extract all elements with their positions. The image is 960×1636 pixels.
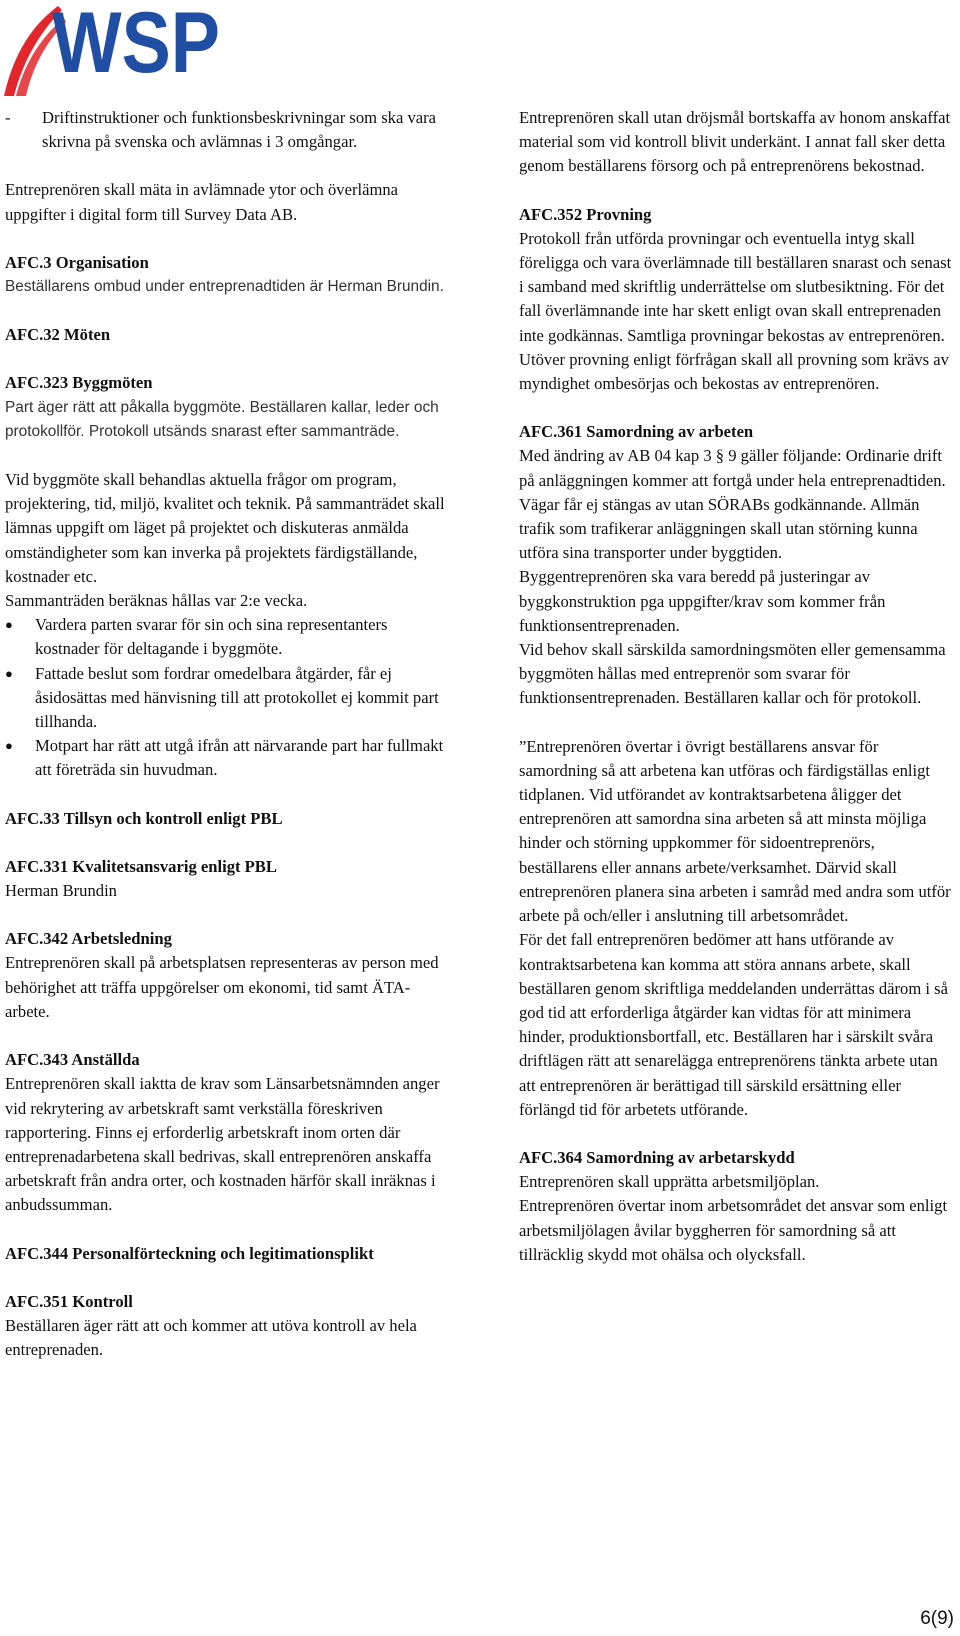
afc343-text: Entreprenören skall iaktta de krav som Länsarbetsnämnden anger vid rekrytering av arbetskraft samt verkställa föreskriven rapportering. Finns ej erforderlig arbetskraft inom orten där entreprenadarbetena skall bedrivas, skall entreprenören anskaffa arbetskraft från andra orter, och kostnaden härför skall inräknas i anbudssumman. (5, 1074, 440, 1215)
dash-item-text: Driftinstruktioner och funktionsbeskrivningar som ska vara skrivna på svenska och avlämnas i 3 omgångar. (42, 108, 437, 152)
afc361-text2: Vägar får ej stängas av utan SÖRABs godkännande. Allmän trafik som trafikerar anläggningen skall utan störning kunna utföra sina transporter under byggtiden. (519, 494, 920, 563)
afc361-quote2: För det fall entreprenören bedömer att hans utförande av kontraktsarbetena kan komma att störa annans arbete, skall beställaren genom skriftliga meddelanden underrättas därom i så god tid att erforderliga åtgärder kan vidtas för att minimera hinder, produktionsbortfall, etc. Beställaren har i särskilt svåra driftlägen rätt att senarelägga entreprenörens tänkta arbete utan att entreprenören är berättigad till särskild ersättning eller förlängd tid för arbetets utförande. (519, 930, 948, 1119)
afc331-text: Herman Brundin (5, 881, 117, 901)
afc364-text2: Entreprenören övertar inom arbetsområdet det ansvar som enligt arbetsmiljölagen åvilar byggherren för samordning så att tillräcklig skydd mot ohälsa och olycksfall. (519, 1196, 948, 1264)
page-number: 6(9) (920, 1608, 954, 1629)
afc342-text: Entreprenören skall på arbetsplatsen representeras av person med behörighet att träffa uppgörelser om ekonomi, tid samt ÄTA-arbete. (5, 953, 439, 1021)
afc323-text3: Sammanträden beräknas hållas var 2:e vecka. (5, 591, 308, 611)
survey-paragraph: Entreprenören skall mäta in avlämnade ytor och överlämna uppgifter i digital form till Survey Data AB. (5, 180, 399, 224)
wsp-logo (4, 0, 226, 98)
afc323-text2: Vid byggmöte skall behandlas aktuella frågor om program, projektering, tid, miljö, kvalitet och teknik. På sammanträdet skall lämnas uppgift om läget på projektet och diskuteras anmälda omständigheter som kan inverka på projektets färdigställande, kostnader etc. (5, 470, 445, 586)
afc3-heading: AFC.3 Organisation (5, 252, 149, 272)
afc364-heading: AFC.364 Samordning av arbetarskydd (519, 1147, 795, 1167)
afc323-heading: AFC.323 Byggmöten (5, 373, 153, 393)
bullet-icon: ● (5, 665, 13, 681)
afc361-text: Med ändring av AB 04 kap 3 § 9 gäller följande: Ordinarie drift på anläggningen kommer att fortgå under hela entreprenadtiden. (519, 446, 946, 490)
afc352-text: Protokoll från utförda provningar och eventuella intyg skall föreligga och vara överlämnade till beställaren snarast och senast i samband med skriftlig underrättelse om slutbesiktning. För det fall överlämnande inte har skett enligt ovan skall entreprenaden inte godkännas. Samtliga provningar bekostas av entreprenören. (519, 228, 952, 345)
bullet-icon: ● (5, 738, 13, 754)
bullet-icon: ● (5, 617, 13, 633)
afc3-text: Beställarens ombud under entreprenadtiden är Herman Brundin. (5, 278, 444, 296)
afc331-heading: AFC.331 Kvalitetsansvarig enligt PBL (5, 856, 277, 876)
afc343-heading: AFC.343 Anställda (5, 1050, 140, 1070)
bullet-item: ● Fattade beslut som fordrar omedelbara åtgärder, får ej åsidosättas med hänvisning till att protokollet ej kommit part tillhanda. (5, 662, 445, 735)
afc323-bullet-list (5, 613, 445, 782)
afc344-heading: AFC.344 Personalförteckning och legitimationsplikt (5, 1243, 374, 1263)
afc352-heading: AFC.352 Provning (519, 204, 652, 224)
material-paragraph: Entreprenören skall utan dröjsmål bortskaffa av honom anskaffat material som vid kontroll blivit underkänt. I annat fall sker detta genom beställarens försorg och på entreprenörens bekostnad. (519, 108, 951, 176)
afc352-text2: Utöver provning enligt förfrågan skall all provning som krävs av myndighet ombesörjas och bekostas av entreprenören. (519, 349, 949, 394)
afc361-heading: AFC.361 Samordning av arbeten (519, 422, 754, 442)
logo-text: WSP (52, 0, 220, 91)
afc351-heading: AFC.351 Kontroll (5, 1291, 133, 1311)
afc351-text: Beställaren äger rätt att och kommer att utöva kontroll av hela entreprenaden. (5, 1315, 417, 1360)
afc361-text4: Vid behov skall särskilda samordningsmöten eller gemensamma byggmöten hållas med entreprenör som svarar för funktionsentreprenaden. Beställaren kallar och för protokoll. (519, 640, 946, 708)
afc342-heading: AFC.342 Arbetsledning (5, 929, 172, 949)
afc33-heading: AFC.33 Tillsyn och kontroll enligt PBL (5, 808, 283, 828)
dash-list-item (5, 106, 445, 154)
bullet-item: ● Motpart har rätt att utgå ifrån att närvarande part har fullmakt att företräda sin huvudman. (5, 734, 445, 782)
right-column (519, 106, 956, 1267)
afc32-heading: AFC.32 Möten (5, 325, 111, 345)
bullet-item: ● Vardera parten svarar för sin och sina representanters kostnader för deltagande i byggmöte. (5, 613, 445, 661)
afc323-text: Part äger rätt att påkalla byggmöte. Beställaren kallar, leder och protokollför. Protokoll utsänds snarast efter sammanträde. (5, 398, 439, 440)
afc361-text3: Byggentreprenören ska vara beredd på justeringar av byggkonstruktion pga uppgifter/krav som kommer från funktionsentreprenaden. (519, 567, 886, 635)
dash-marker: - (5, 108, 11, 127)
afc361-quote: ”Entreprenören övertar i övrigt beställarens ansvar för samordning så att arbetena kan utföras och färdigställas enligt tidplanen. Vid utförandet av kontraktsarbetena åligger det entreprenören att samordna sina arbeten så att minsta möjliga hinder och störning uppkommer för sidoentreprenörs, beställarens eller annans arbete/verksamhet. Därvid skall entreprenören planera sina arbeten i samråd med andra som utför arbete på och/eller i anslutning till arbetsområdet. (519, 736, 951, 926)
afc364-text: Entreprenören skall upprätta arbetsmiljöplan. (519, 1172, 820, 1192)
left-column (5, 106, 445, 1362)
